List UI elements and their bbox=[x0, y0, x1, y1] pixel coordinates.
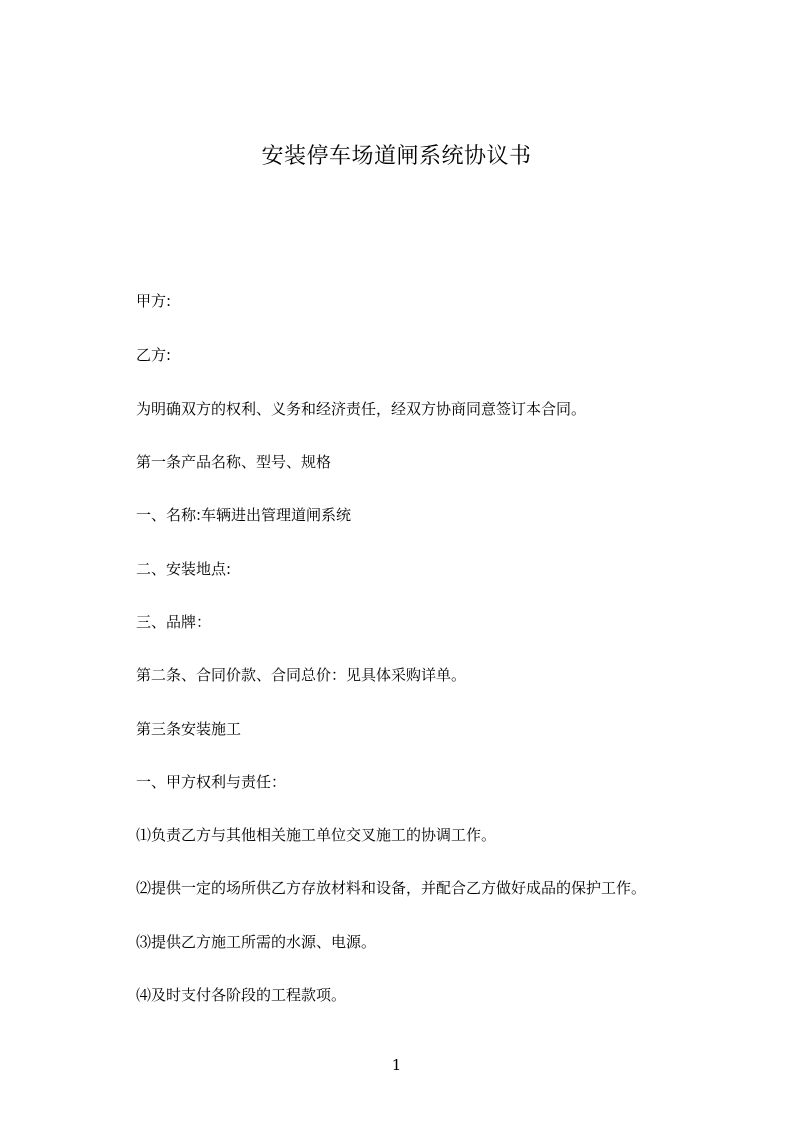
party-b-line: 乙方: bbox=[136, 346, 172, 364]
party-a-line: 甲方: bbox=[136, 292, 172, 310]
page-number: 1 bbox=[391, 1056, 402, 1074]
article-1-item-brand: 三、品牌： bbox=[136, 613, 212, 631]
party-a-duties-heading: 一、甲方权利与责任： bbox=[136, 773, 287, 791]
article-2-paragraph: 第二条、合同价款、合同总价：见具体采购详单。 bbox=[136, 666, 467, 684]
party-a-duty-3: ⑶提供乙方施工所需的水源、电源。 bbox=[136, 933, 377, 951]
party-a-duty-4: ⑷及时支付各阶段的工程款项。 bbox=[136, 986, 347, 1004]
article-1-heading: 第一条产品名称、型号、规格 bbox=[136, 453, 332, 471]
article-1-item-location: 二、安装地点: bbox=[136, 560, 232, 578]
article-1-item-name: 一、名称:车辆进出管理道闸系统 bbox=[136, 506, 352, 524]
party-a-duty-1: ⑴负责乙方与其他相关施工单位交叉施工的协调工作。 bbox=[136, 826, 497, 844]
preamble-paragraph: 为明确双方的权利、义务和经济责任，经双方协商同意签订本合同。 bbox=[136, 400, 587, 418]
article-3-heading: 第三条安装施工 bbox=[136, 720, 242, 738]
party-a-duty-2: ⑵提供一定的场所供乙方存放材料和设备，并配合乙方做好成品的保护工作。 bbox=[136, 879, 647, 897]
document-title: 安装停车场道闸系统协议书 bbox=[261, 144, 532, 169]
